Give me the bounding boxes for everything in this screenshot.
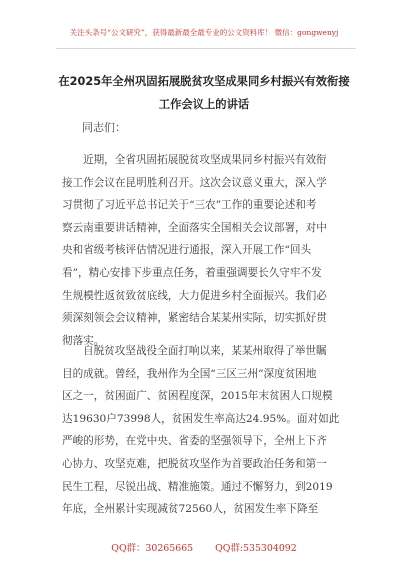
text-line: 生规模性返贫致贫底线，大力促进乡村全面振兴。我们必 [62,289,327,302]
header-notice: 关注头条号“公文研究”，获得最新最全最专业的公文资料库！ 微信：gongwenyj [69,28,339,37]
footer-contact [0,540,408,554]
text-line: 目的成就。曾经，我州作为全国“三区三州”深度贫困地 [62,367,317,380]
text-line: 近期，全省巩固拓展脱贫攻坚成果同乡村振兴有效衔 [83,154,327,166]
text-line: 民生工程，尽锐出战、精准施策。通过不懈努力，到2019 [62,480,333,493]
text-line: 央和省级考核评估情况进行通报，深入开展工作“回头 [62,244,312,257]
paragraph-2 [62,340,360,521]
text-line: 心协力、攻坚克难，把脱贫攻坚作为首要政治任务和第一 [62,457,327,470]
text-line: 达19630户73998人，贫困发生率高达24.95%。面对如此 [62,412,340,425]
text-line: 彻落实。 [62,334,105,347]
paragraph-1 [62,149,360,352]
text-line: 习贯彻了习近平总书记关于“三农”工作的重要论述和考 [62,199,317,212]
text-line: 须深刻领会会议精神，紧密结合某某州实际，切实抓好贯 [62,312,327,325]
text-line: 看”，精心安排下步重点任务，着重强调要长久守牢不发 [62,266,322,279]
footer-qq-group-2: QQ群:535304092 [215,543,297,554]
document-title [40,70,368,116]
title-line: 工作会议上的讲话 [158,98,250,111]
text-line: 年底，全州累计实现减贫72560人，贫困发生率下降至 [62,503,319,516]
text-line: 严峻的形势，在党中央、省委的坚强领导下，全州上下齐 [62,435,327,448]
text-line: 接工作会议在昆明胜利召开。这次会议意义重大，深入学 [62,176,327,189]
text-line: 区之一，贫困面广、贫困程度深，2015年末贫困人口规模 [62,390,333,403]
title-line: 在2025年全州巩固拓展脱贫攻坚成果同乡村振兴有效衔接 [58,75,350,88]
text-line: 自脱贫攻坚战役全面打响以来，某某州取得了举世瞩 [83,345,327,357]
header-divider [56,48,356,49]
salutation: 同志们： [82,121,126,134]
footer-qq-group-1: QQ群：30265665 [111,543,194,554]
text-line: 察云南重要讲话精神，全面落实全国相关会议部署，对中 [62,221,327,234]
